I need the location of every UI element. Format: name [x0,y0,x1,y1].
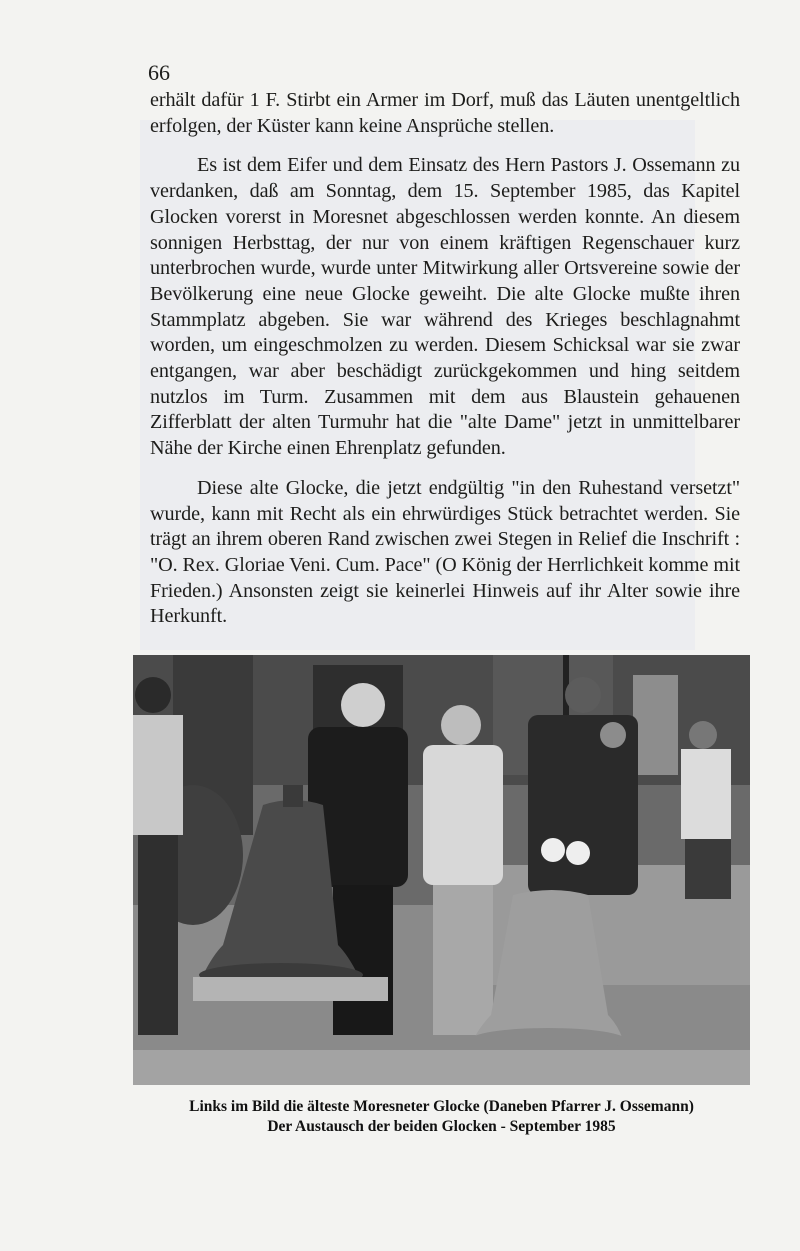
bell-exchange-photo [133,655,750,1085]
paragraph-continuation: erhält dafür 1 F. Stirbt ein Armer im Dorf, muß das Läuten unentgeltlich erfolgen, der Küster kann keine Ansprüche stellen. [150,89,740,137]
body-text [150,88,740,644]
page-number: 66 [148,60,170,85]
caption-line-2: Der Austausch der beiden Glocken - September 1985 [267,1118,616,1135]
paragraph-old-bell-inscription: Diese alte Glocke, die jetzt endgültig "in den Ruhestand versetzt" wurde, kann mit Recht als ein ehrwürdiges Stück betrachtet werden. Sie trägt an ihrem oberen Rand zwischen zwei Stegen in Relief die Inschrift : "O. Rex. Gloriae Veni. Cum. Pace" (O König der Herrlichkeit komme mit Frieden.) Ansonsten zeigt sie keinerlei Hinweis auf ihr Alter sowie ihre Herkunft. [150,476,740,628]
photo-caption [133,1097,750,1137]
photo-illustration [133,655,750,1085]
paragraph-bell-consecration: Es ist dem Eifer und dem Einsatz des Hern Pastors J. Ossemann zu verdanken, daß am Sonntag, dem 15. September 1985, das Kapitel Glocken vorerst in Moresnet abgeschlossen werden konnte. An diesem sonnigen Herbsttag, der nur von einem kräftigen Regenschauer kurz unterbrochen wurde, wurde unter Mitwirkung aller Ortsvereine sowie der Bevölkerung eine neue Glocke geweiht. Die alte Glocke mußte ihren Stammplatz abgeben. Sie war während des Krieges beschlagnahmt worden, um eingeschmolzen zu werden. Diesem Schicksal war sie zwar entgangen, war aber beschädigt zurückgekommen und hing seitdem nutzlos im Turm. Zusammen mit dem aus Blaustein gehauenen Zifferblatt der alten Turmuhr hat die "alte Dame" jetzt in unmittelbarer Nähe der Kirche einen Ehrenplatz gefunden. [150,154,740,460]
caption-line-1: Links im Bild die älteste Moresneter Glocke (Daneben Pfarrer J. Ossemann) [189,1098,694,1115]
